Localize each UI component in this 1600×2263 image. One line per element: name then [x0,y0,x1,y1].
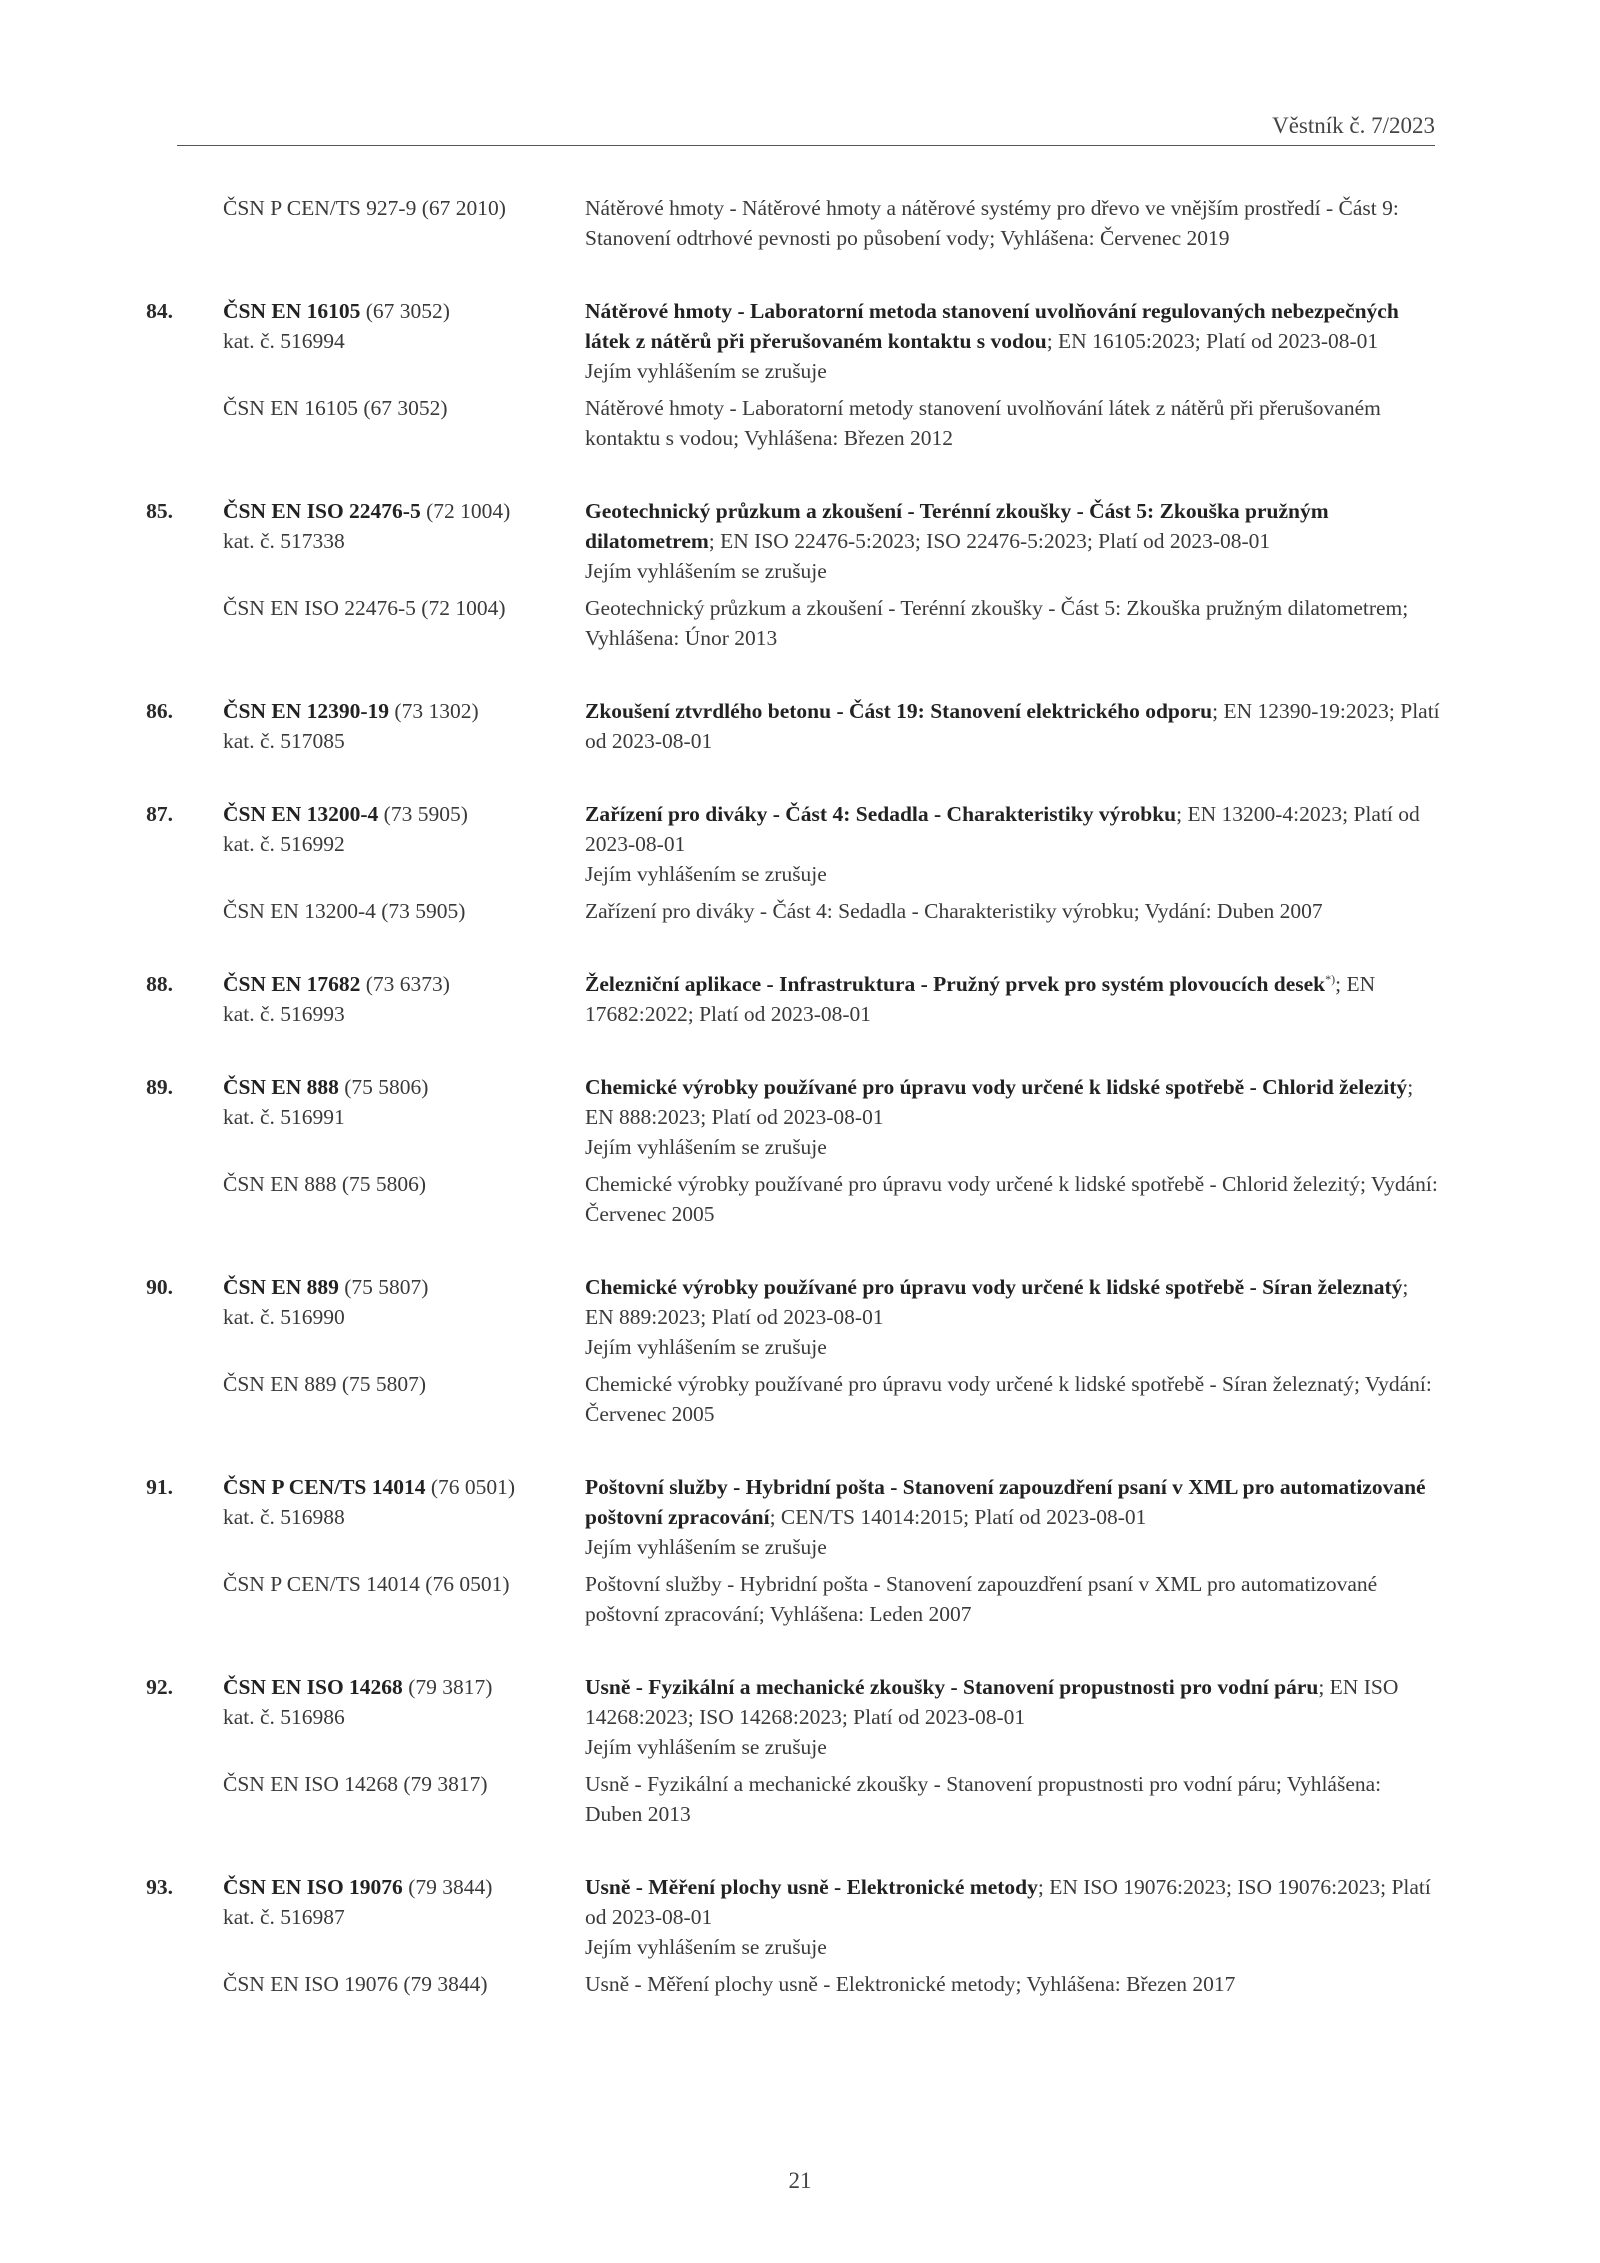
standard-title-meta: Nátěrové hmoty - Nátěrové hmoty a nátěrové systémy pro dřevo ve vnějším prostředí - Část 9: Stanovení odtrhové pevnosti po působení vody; Vyhlášena: Červenec 2019 [585,196,1399,250]
standard-code [0,296,585,326]
standard-description [585,1272,1440,1362]
cancelled-standard-code-cell [0,393,585,453]
standard-code-class: (79 3844) [402,1875,493,1899]
standard-code-bold: ČSN EN 888 [223,1075,339,1099]
standard-title [585,696,1440,756]
standard-title [585,1472,1440,1532]
standard-title [585,1272,1440,1332]
standard-title-meta: ; EN ISO 14268:2023; ISO 14268:2023; Platí od 2023-08-01 [585,1675,1399,1729]
cancelled-standard-row [0,1169,1600,1229]
standard-title-meta: ; EN 17682:2022; Platí od 2023-08-01 [585,972,1376,1026]
catalog-number: kat. č. 516993 [223,1002,345,1026]
standard-entry [0,1672,1600,1829]
standard-title-meta: ; EN ISO 22476-5:2023; ISO 22476-5:2023; Platí od 2023-08-01 [708,529,1271,553]
cancelled-standard-text: Usně - Měření plochy usně - Elektronické metody; Vyhlášena: Březen 2017 [585,1972,1236,1996]
cancelled-standard-text: Chemické výrobky používané pro úpravu vody určené k lidské spotřebě - Chlorid železitý; Vydání: Červenec 2005 [585,1172,1438,1226]
standard-title [585,1872,1440,1932]
cancelled-standard-text: Usně - Fyzikální a mechanické zkoušky - Stanovení propustnosti pro vodní páru; Vyhlášena: Duben 2013 [585,1772,1382,1826]
standard-description [585,193,1440,253]
cancelled-standard-code: ČSN EN 888 (75 5806) [223,1172,427,1196]
entry-number: 90. [146,1275,173,1299]
footnote-marker: *) [1325,971,1336,986]
cancel-note: Jejím vyhlášením se zrušuje [585,862,827,886]
standard-title-bold: Chemické výrobky používané pro úpravu vody určené k lidské spotřebě - Síran železnatý [585,1275,1403,1299]
standard-code [0,799,585,829]
standard-description [585,799,1440,889]
standard-title-meta: ; EN 13200-4:2023; Platí od 2023-08-01 [585,802,1420,856]
cancel-note: Jejím vyhlášením se zrušuje [585,1535,827,1559]
standard-identifier [0,193,585,253]
cancelled-standard-text: Chemické výrobky používané pro úpravu vody určené k lidské spotřebě - Síran železnatý; Vydání: Červenec 2005 [585,1372,1432,1426]
standard-title-meta: ; EN 16105:2023; Platí od 2023-08-01 [1046,329,1379,353]
catalog-number: kat. č. 517085 [223,729,345,753]
standard-code [0,1872,585,1902]
standards-list [0,193,1600,1999]
standard-code-class: (73 5905) [378,802,468,826]
standard-title [585,296,1440,356]
standard-code [0,1272,585,1302]
cancelled-standard-row [0,896,1600,926]
standard-code-bold: ČSN EN ISO 22476-5 [223,499,421,523]
entry-number: 89. [146,1075,173,1099]
standard-code-class: (73 6373) [360,972,450,996]
standard-main-row [0,696,1600,756]
catalog-number: kat. č. 516990 [223,1305,345,1329]
standard-description [585,296,1440,386]
standard-code [0,193,585,223]
standard-main-row [0,1472,1600,1562]
catalog-number: kat. č. 516988 [223,1505,345,1529]
standard-entry [0,1872,1600,1999]
standard-code-bold: ČSN EN 889 [223,1275,339,1299]
standard-main-row [0,193,1600,253]
cancel-note: Jejím vyhlášením se zrušuje [585,1135,827,1159]
standard-title-bold: Geotechnický průzkum a zkoušení - Terénní zkoušky - Část 5: Zkouška pružným dilatometrem [585,499,1329,553]
standard-identifier [0,969,585,1029]
cancelled-standard-code-cell [0,1169,585,1229]
standard-identifier [0,799,585,889]
standard-main-row [0,969,1600,1029]
standard-code-bold: ČSN EN ISO 14268 [223,1675,403,1699]
standard-description [585,1672,1440,1762]
cancelled-standard-row [0,393,1600,453]
standard-title-bold: Nátěrové hmoty - Laboratorní metoda stanovení uvolňování regulovaných nebezpečných látek z nátěrů při přerušovaném kontaktu s vodou [585,299,1399,353]
standard-identifier [0,296,585,386]
standard-title-bold: Usně - Fyzikální a mechanické zkoušky - Stanovení propustnosti pro vodní páru [585,1675,1319,1699]
standard-title-bold: Zařízení pro diváky - Část 4: Sedadla - Charakteristiky výrobku [585,802,1177,826]
standard-identifier [0,1072,585,1162]
standard-code-class: (67 3052) [360,299,450,323]
standard-main-row [0,1872,1600,1962]
entry-number: 87. [146,802,173,826]
standard-main-row [0,799,1600,889]
standard-code [0,1672,585,1702]
standard-code-class: (75 5807) [338,1275,429,1299]
cancel-note: Jejím vyhlášením se zrušuje [585,1335,827,1359]
standard-identifier [0,696,585,756]
cancelled-standard-code-cell [0,1569,585,1629]
standard-title-bold: Poštovní služby - Hybridní pošta - Stanovení zapouzdření psaní v XML pro automatizované poštovní zpracování [585,1475,1426,1529]
catalog-number: kat. č. 517338 [223,529,345,553]
standard-main-row [0,1272,1600,1362]
cancel-note: Jejím vyhlášením se zrušuje [585,1935,827,1959]
standard-entry [0,496,1600,653]
standard-identifier [0,1672,585,1762]
catalog-number: kat. č. 516987 [223,1905,345,1929]
standard-title-meta: ; EN 888:2023; Platí od 2023-08-01 [585,1075,1414,1129]
entry-number: 91. [146,1475,173,1499]
page-number: 21 [788,2168,812,2193]
cancelled-standard-row [0,1769,1600,1829]
cancelled-standard-text: Zařízení pro diváky - Část 4: Sedadla - Charakteristiky výrobku; Vydání: Duben 2007 [585,899,1323,923]
standard-title-meta: ; EN 889:2023; Platí od 2023-08-01 [585,1275,1409,1329]
standard-main-row [0,496,1600,586]
entry-number: 85. [146,499,173,523]
entry-number: 88. [146,972,173,996]
standard-title [585,193,1440,253]
cancelled-standard-text: Poštovní služby - Hybridní pošta - Stanovení zapouzdření psaní v XML pro automatizované poštovní zpracování; Vyhlášena: Leden 2007 [585,1572,1378,1626]
standard-code-bold: ČSN EN ISO 19076 [223,1875,403,1899]
standard-identifier [0,1272,585,1362]
standard-description [585,1072,1440,1162]
standard-entry [0,696,1600,756]
standard-code-class: (76 0501) [425,1475,516,1499]
standard-code-bold: ČSN EN 17682 [223,972,361,996]
cancelled-standard-code: ČSN P CEN/TS 14014 (76 0501) [223,1572,510,1596]
standard-description [585,1472,1440,1562]
standard-entry [0,1072,1600,1229]
entry-number: 93. [146,1875,173,1899]
standard-entry [0,296,1600,453]
page-header-title: Věstník č. 7/2023 [1272,113,1435,138]
standard-code [0,496,585,526]
standard-code [0,696,585,726]
standard-description [585,1872,1440,1962]
standard-identifier [0,1472,585,1562]
standard-code [0,1072,585,1102]
standard-code-class: (73 1302) [389,699,479,723]
standard-code-bold: ČSN EN 12390-19 [223,699,390,723]
standard-code [0,1472,585,1502]
cancelled-standard-code-cell [0,1969,585,1999]
entry-number: 92. [146,1675,173,1699]
standard-code-class: (72 1004) [420,499,511,523]
standard-code-class: (79 3817) [402,1675,493,1699]
standard-entry [0,1472,1600,1629]
cancelled-standard-code: ČSN EN 13200-4 (73 5905) [223,899,466,923]
standard-title [585,1672,1440,1732]
catalog-number: kat. č. 516986 [223,1705,345,1729]
entry-number: 84. [146,299,173,323]
cancel-note: Jejím vyhlášením se zrušuje [585,1735,827,1759]
cancelled-standard-code-cell [0,1769,585,1829]
standard-title [585,969,1440,1029]
standard-title-bold: Usně - Měření plochy usně - Elektronické metody [585,1875,1038,1899]
standard-description [585,969,1440,1029]
cancelled-standard-code-cell [0,593,585,653]
standard-code-bold: ČSN EN 16105 [223,299,361,323]
standard-title-bold: Chemické výrobky používané pro úpravu vody určené k lidské spotřebě - Chlorid železitý [585,1075,1408,1099]
catalog-number: kat. č. 516991 [223,1105,345,1129]
standard-entry [0,799,1600,926]
standard-title-bold: Železniční aplikace - Infrastruktura - Pružný prvek pro systém plovoucích desek [585,972,1326,996]
standard-title-meta: ; EN 12390-19:2023; Platí od 2023-08-01 [585,699,1440,753]
standard-title [585,496,1440,556]
standard-code-bold: ČSN EN 13200-4 [223,802,379,826]
standard-title-meta: ; EN ISO 19076:2023; ISO 19076:2023; Platí od 2023-08-01 [585,1875,1431,1929]
cancelled-standard-row [0,1969,1600,1999]
cancelled-standard-text: Geotechnický průzkum a zkoušení - Terénní zkoušky - Část 5: Zkouška pružným dilatometrem; Vyhlášena: Únor 2013 [585,596,1409,650]
standard-entry [0,1272,1600,1429]
cancelled-standard-row [0,593,1600,653]
standard-code-class: ČSN P CEN/TS 927-9 (67 2010) [223,196,506,220]
header-rule [177,145,1435,146]
cancelled-standard-code: ČSN EN 889 (75 5807) [223,1372,427,1396]
standard-entry [0,969,1600,1029]
standard-main-row [0,296,1600,386]
cancelled-standard-code: ČSN EN 16105 (67 3052) [223,396,448,420]
standard-code-bold: ČSN P CEN/TS 14014 [223,1475,426,1499]
standard-entry [0,193,1600,253]
catalog-number: kat. č. 516992 [223,832,345,856]
cancel-note: Jejím vyhlášením se zrušuje [585,359,827,383]
standard-code [0,969,585,999]
standard-code-class: (75 5806) [338,1075,429,1099]
standard-title [585,799,1440,859]
cancelled-standard-code: ČSN EN ISO 22476-5 (72 1004) [223,596,506,620]
standard-title [585,1072,1440,1132]
standard-identifier [0,496,585,586]
standard-description [585,696,1440,756]
cancelled-standard-text: Nátěrové hmoty - Laboratorní metody stanovení uvolňování látek z nátěrů při přerušovaném kontaktu s vodou; Vyhlášena: Březen 2012 [585,396,1381,450]
standard-description [585,496,1440,586]
cancelled-standard-row [0,1569,1600,1629]
cancelled-standard-code-cell [0,896,585,926]
standard-identifier [0,1872,585,1962]
cancel-note: Jejím vyhlášením se zrušuje [585,559,827,583]
catalog-number: kat. č. 516994 [223,329,345,353]
cancelled-standard-code-cell [0,1369,585,1429]
standard-title-meta: ; CEN/TS 14014:2015; Platí od 2023-08-01 [769,1505,1147,1529]
cancelled-standard-code: ČSN EN ISO 14268 (79 3817) [223,1772,488,1796]
cancelled-standard-row [0,1369,1600,1429]
entry-number: 86. [146,699,173,723]
standard-title-bold: Zkoušení ztvrdlého betonu - Část 19: Stanovení elektrického odporu [585,699,1213,723]
cancelled-standard-code: ČSN EN ISO 19076 (79 3844) [223,1972,488,1996]
standard-main-row [0,1672,1600,1762]
standard-main-row [0,1072,1600,1162]
